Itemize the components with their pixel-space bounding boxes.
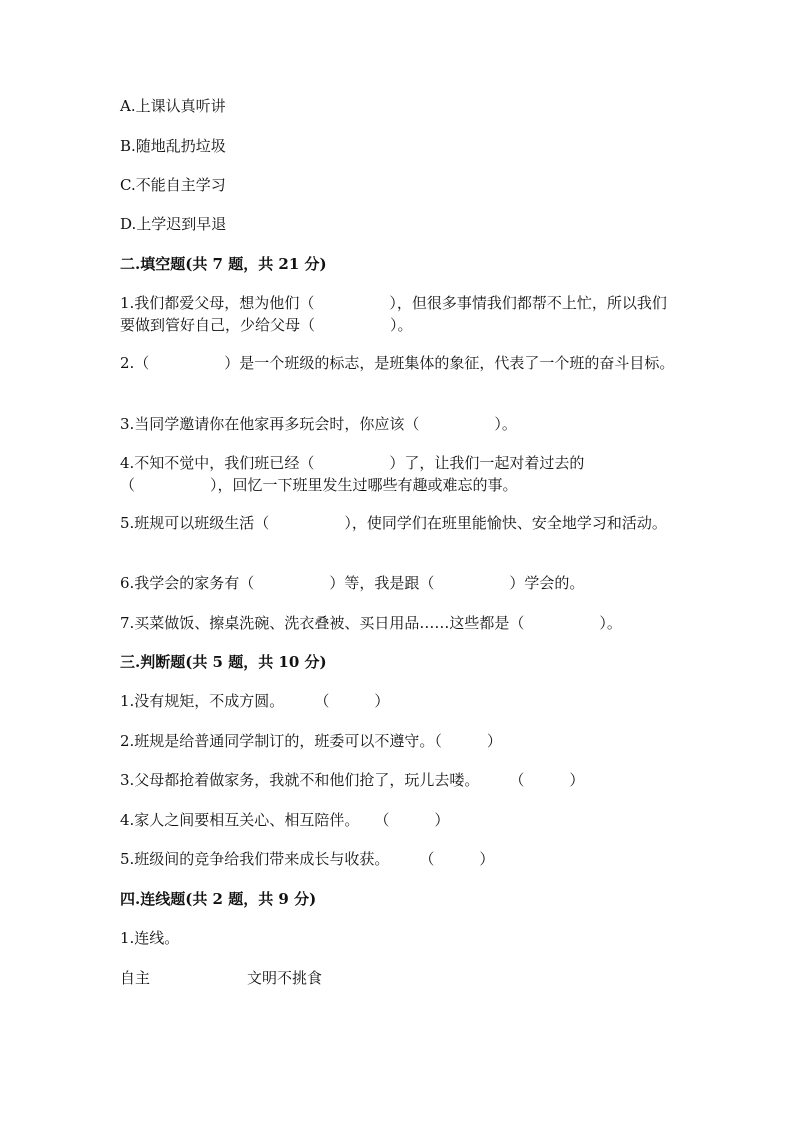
fill-question-1: 1.我们都爱父母，想为他们（ ），但很多事情我们都帮不上忙，所以我们要做到管好自己，少给父母（ ）。 bbox=[120, 294, 667, 334]
option-c: C.不能自主学习 bbox=[120, 176, 226, 194]
judge-question-1: 1.没有规矩，不成方圆。 （ ） bbox=[120, 692, 390, 710]
match-question-1: 1.连线。 bbox=[120, 929, 180, 947]
fill-question-2: 2.（ ）是一个班级的标志，是班集体的象征，代表了一个班的奋斗目标。 bbox=[120, 354, 675, 372]
match-right-item: 文明不挑食 bbox=[247, 969, 323, 987]
fill-question-6: 6.我学会的家务有（ ）等，我是跟（ ）学会的。 bbox=[120, 574, 585, 592]
fill-question-3: 3.当同学邀请你在他家再多玩会时，你应该（ ）。 bbox=[120, 415, 517, 433]
section-judge-heading: 三.判断题(共 5 题，共 10 分) bbox=[120, 653, 327, 671]
fill-question-5: 5.班规可以班级生活（ ），使同学们在班里能愉快、安全地学习和活动。 bbox=[120, 514, 667, 532]
option-d: D.上学迟到早退 bbox=[120, 215, 227, 233]
option-a: A.上课认真听讲 bbox=[120, 97, 226, 115]
judge-question-2: 2.班规是给普通同学制订的，班委可以不遵守。（ ） bbox=[120, 732, 502, 750]
section-match-heading: 四.连线题(共 2 题，共 9 分) bbox=[120, 890, 317, 908]
section-fill-heading: 二.填空题(共 7 题，共 21 分) bbox=[120, 255, 327, 273]
judge-question-4: 4.家人之间要相互关心、相互陪伴。 （ ） bbox=[120, 811, 450, 829]
judge-question-5: 5.班级间的竞争给我们带来成长与收获。 （ ） bbox=[120, 850, 495, 868]
match-left-item: 自主 bbox=[120, 969, 151, 987]
fill-question-7: 7.买菜做饭、擦桌洗碗、洗衣叠被、买日用品……这些都是（ ）。 bbox=[120, 614, 622, 632]
judge-question-3: 3.父母都抢着做家务，我就不和他们抢了，玩儿去喽。 （ ） bbox=[120, 771, 585, 789]
fill-question-4: 4.不知不觉中，我们班已经（ ）了，让我们一起对着过去的（ ），回忆一下班里发生过哪些有趣或难忘的事。 bbox=[120, 454, 585, 494]
option-b: B.随地乱扔垃圾 bbox=[120, 137, 226, 155]
